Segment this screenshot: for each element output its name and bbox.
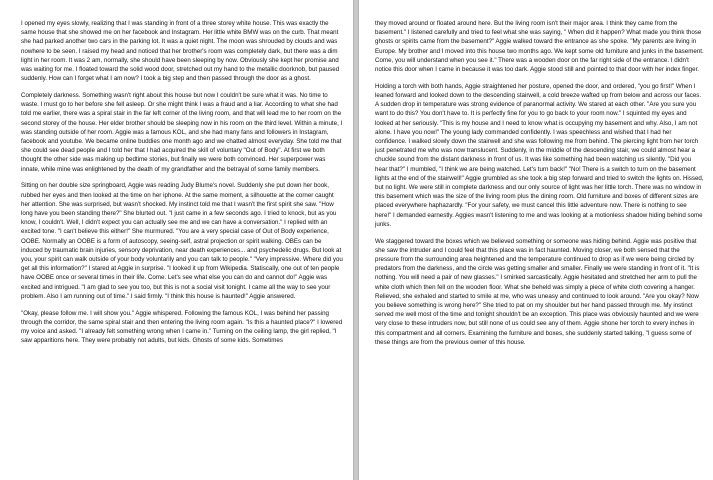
paragraph: We staggered toward the boxes which we believed something or someone was hiding behind. Aggie was positive that she saw the intruder and I could feel that this place was in fact haunted. Moving closer, we both sensed that the pressure from the surrounding area heightened and the temperature continued to drop as if we were being circled by predators from the darkness, and the circle was getting smaller and smaller. Finally we were standing in front of it. "It is nothing. You will need a pair of new glasses." I smirked sarcastically. Aggie hesitated and stretched her arm to pull the white cloth which then fell on the wooden floor. What she beheld was simply a piece of white cloth covering a hanger. Relieved, she exhaled and started to smile at me, who was uneasy and continued to look around. "Are you okay? Now you believe something is wrong here?" She tried to pat on my shoulder but her hand passed through me. My instinct served me well most of the time and tonight shouldn't be an exception. This place was obviously haunted and we were very close to these intruders now, but still none of us could see any of them. Aggie shone her torch to every inches in this compartment and all corners. Examining the furniture and boxes, she suddenly started talking, "I guess some of these things are from the previous owner of this house.: [375, 237, 700, 346]
paragraph: I opened my eyes slowly, realizing that I was standing in front of a three storey white house. This was exactly the same house that she showed me on her facebook and Instagram. Her little white BMW was on the curb. That meant she had parked another two cars in the parking lot. It was a quiet night. The moon was shrouded by clouds and was nowhere to be seen. I raised my head and noticed that her brother's room was completely dark, but there was a dim light in her room. It was 2 am, normally, she should have been sleeping by now. Obviously she kept her promise and was waiting for me. I floated toward the solid wood door, stretched out my hand to the metallic doorknob, but paused suddenly. How can I forget what I am now? I took a big step and then passed through the door as a ghost.: [21, 20, 340, 83]
paragraph: Holding a torch with both hands, Aggie straightened her posture, opened the door, and ordered, "you go first!" When I leaned forward and looked down to the descending stairwell, a cold breeze wafted up from below and across our faces. A sudden drop in temperature was strong evidence of paranormal activity. We stared at each other. "Are you sure you want to do this? You don't have to. It is perfectly fine for you to go back to your room now." I squinted my eyes and looked at her seriously. "This is my house and I need to know what is occupying my basement and why. Also, I am not alone. I have you now!" The young lady commanded confidently. I was speechless and wished that I had her confidence. I walked slowly down the stairwell and she was following me from behind. The piercing light from her torch just penetrated me who was now translucent. Suddenly, in the middle of the descending stair, we could almost hear a chuckle sound from the distant darkness in front of us. It was like something had been watching us silently. "Did you hear that?" I mumbled, "I think we are being watched. Let's turn back!" "No! There is a switch to turn on the basement lights at the end of the stairwell!" Aggie grumbled as she took a big step forward and tried to switch the lights on. Hissed, but no light. We were still in complete darkness and our only source of light was her little torch. There was no window in this basement which was the size of the living room plus the dining room. Old furniture and boxes of different sizes are placed everywhere haphazardly. "For your safety, we must cancel this little adventure now. There is nothing to see here!" I demanded earnestly. Aggies wasn't listening to me and was looking at a motionless shadow hiding behind some junks.: [375, 82, 704, 228]
document-page-right: [359, 0, 713, 480]
paragraph: "Okay, please follow me. I will show you." Aggie whispered. Following the famous KOL, I was behind her passing through the corridor, the same spiral stair and then entering the living room again. "Is this a haunted place?" I lowered my voice and asked. "I already felt something wrong when I came in." Turning on the ceiling lamp, the girl replied, "I saw apparitions here. They were probably not adults, but kids. Ghosts of some kids. Sometimes: [21, 309, 343, 345]
document-page-left: [0, 0, 353, 480]
paragraph: Completely darkness. Something wasn't right about this house but now I couldn't be sure what it was. No time to waste. I must go to her before she fell asleep. Or she might think I was a fraud and a liar. According to what she had told me earlier, there was a spiral stair in the far left corner of the living room, and that will lead me to her room on the second storey of the house. Her elder brother should be sleeping now in his room on the third level. Within a minute, I was standing outside of her room. Aggie was a famous KOL, and she had many fans and followers in Instagram, facebook and youtube. We became online buddies one month ago and we chatted almost everyday. She told me that she could see dead people and I told her that I had acquired the skill of voluntary "Out of Body". At first we both thought the other side was making up bedtime stories, but finally we were both convinced. Her superpower was innate, while mine was enlightened by the death of my grandfather and the betrayal of some family members.: [21, 92, 343, 173]
paragraph: Sitting on her double size springboard, Aggie was reading Judy Blume's novel. Suddenly she put down her book, rubbed her eyes and then looked at the time on her iphone. At the same moment, a silhouette at the corner caught her attention. She was surprised, but wasn't shocked. My instinct told me that I wasn't the first spirit she saw. "How long have you been standing there?" She blurted out. "I just came in a few seconds ago. I tried to knock, but as you know, I couldn't. Well, I didn't expect you can actually see me and we can have a conversation." I replied with an excited tone. "I can't believe this either!" She murmured. "You are a very special case of Out of Body experience, OOBE. Normally an OOBE is a form of autoscopy, seeing-self, astral projection or spirit walking. OBEs can be induced by traumatic brain injuries, sensory deprivation, near death experiences... and psychedelic drugs. But look at you, your spirit can walk outside of your body voluntarily and you can talk to people." "Very impressive. Where did you get all this information?" I stared at Aggie in surprise. "I looked it up from Wikipedia. Statiscally, one out of ten people have OOBE once or several times in their life. Come. Let's see what else you can do and cannot do!" Aggie was excited and intrigued. "I am glad to see you too, but this is not a social visit tonight. I came all the way to see your problem. Also I am running out of time." I said firmly. "I think this house is haunted!" Aggie answered.: [21, 182, 343, 300]
paragraph: they moved around or floated around here. But the living room isn't their major area. I think they came from the basement." I listened carefully and tried to feel what she was saying, " When did it happen? What made you think those ghosts or spirits came from the basement?" Aggie walked toward the entrance as she spoke. "My parents are living in Europe. My brother and I moved into this house two months ago. We kept some old furniture and junks in the basement. Come, you will understand when you see it." There was a wooden door on the far right side of the entrance. I didn't notice this door when I came in because it was too dark. Aggie stood still and pointed to that door with her index finger.: [375, 20, 704, 74]
